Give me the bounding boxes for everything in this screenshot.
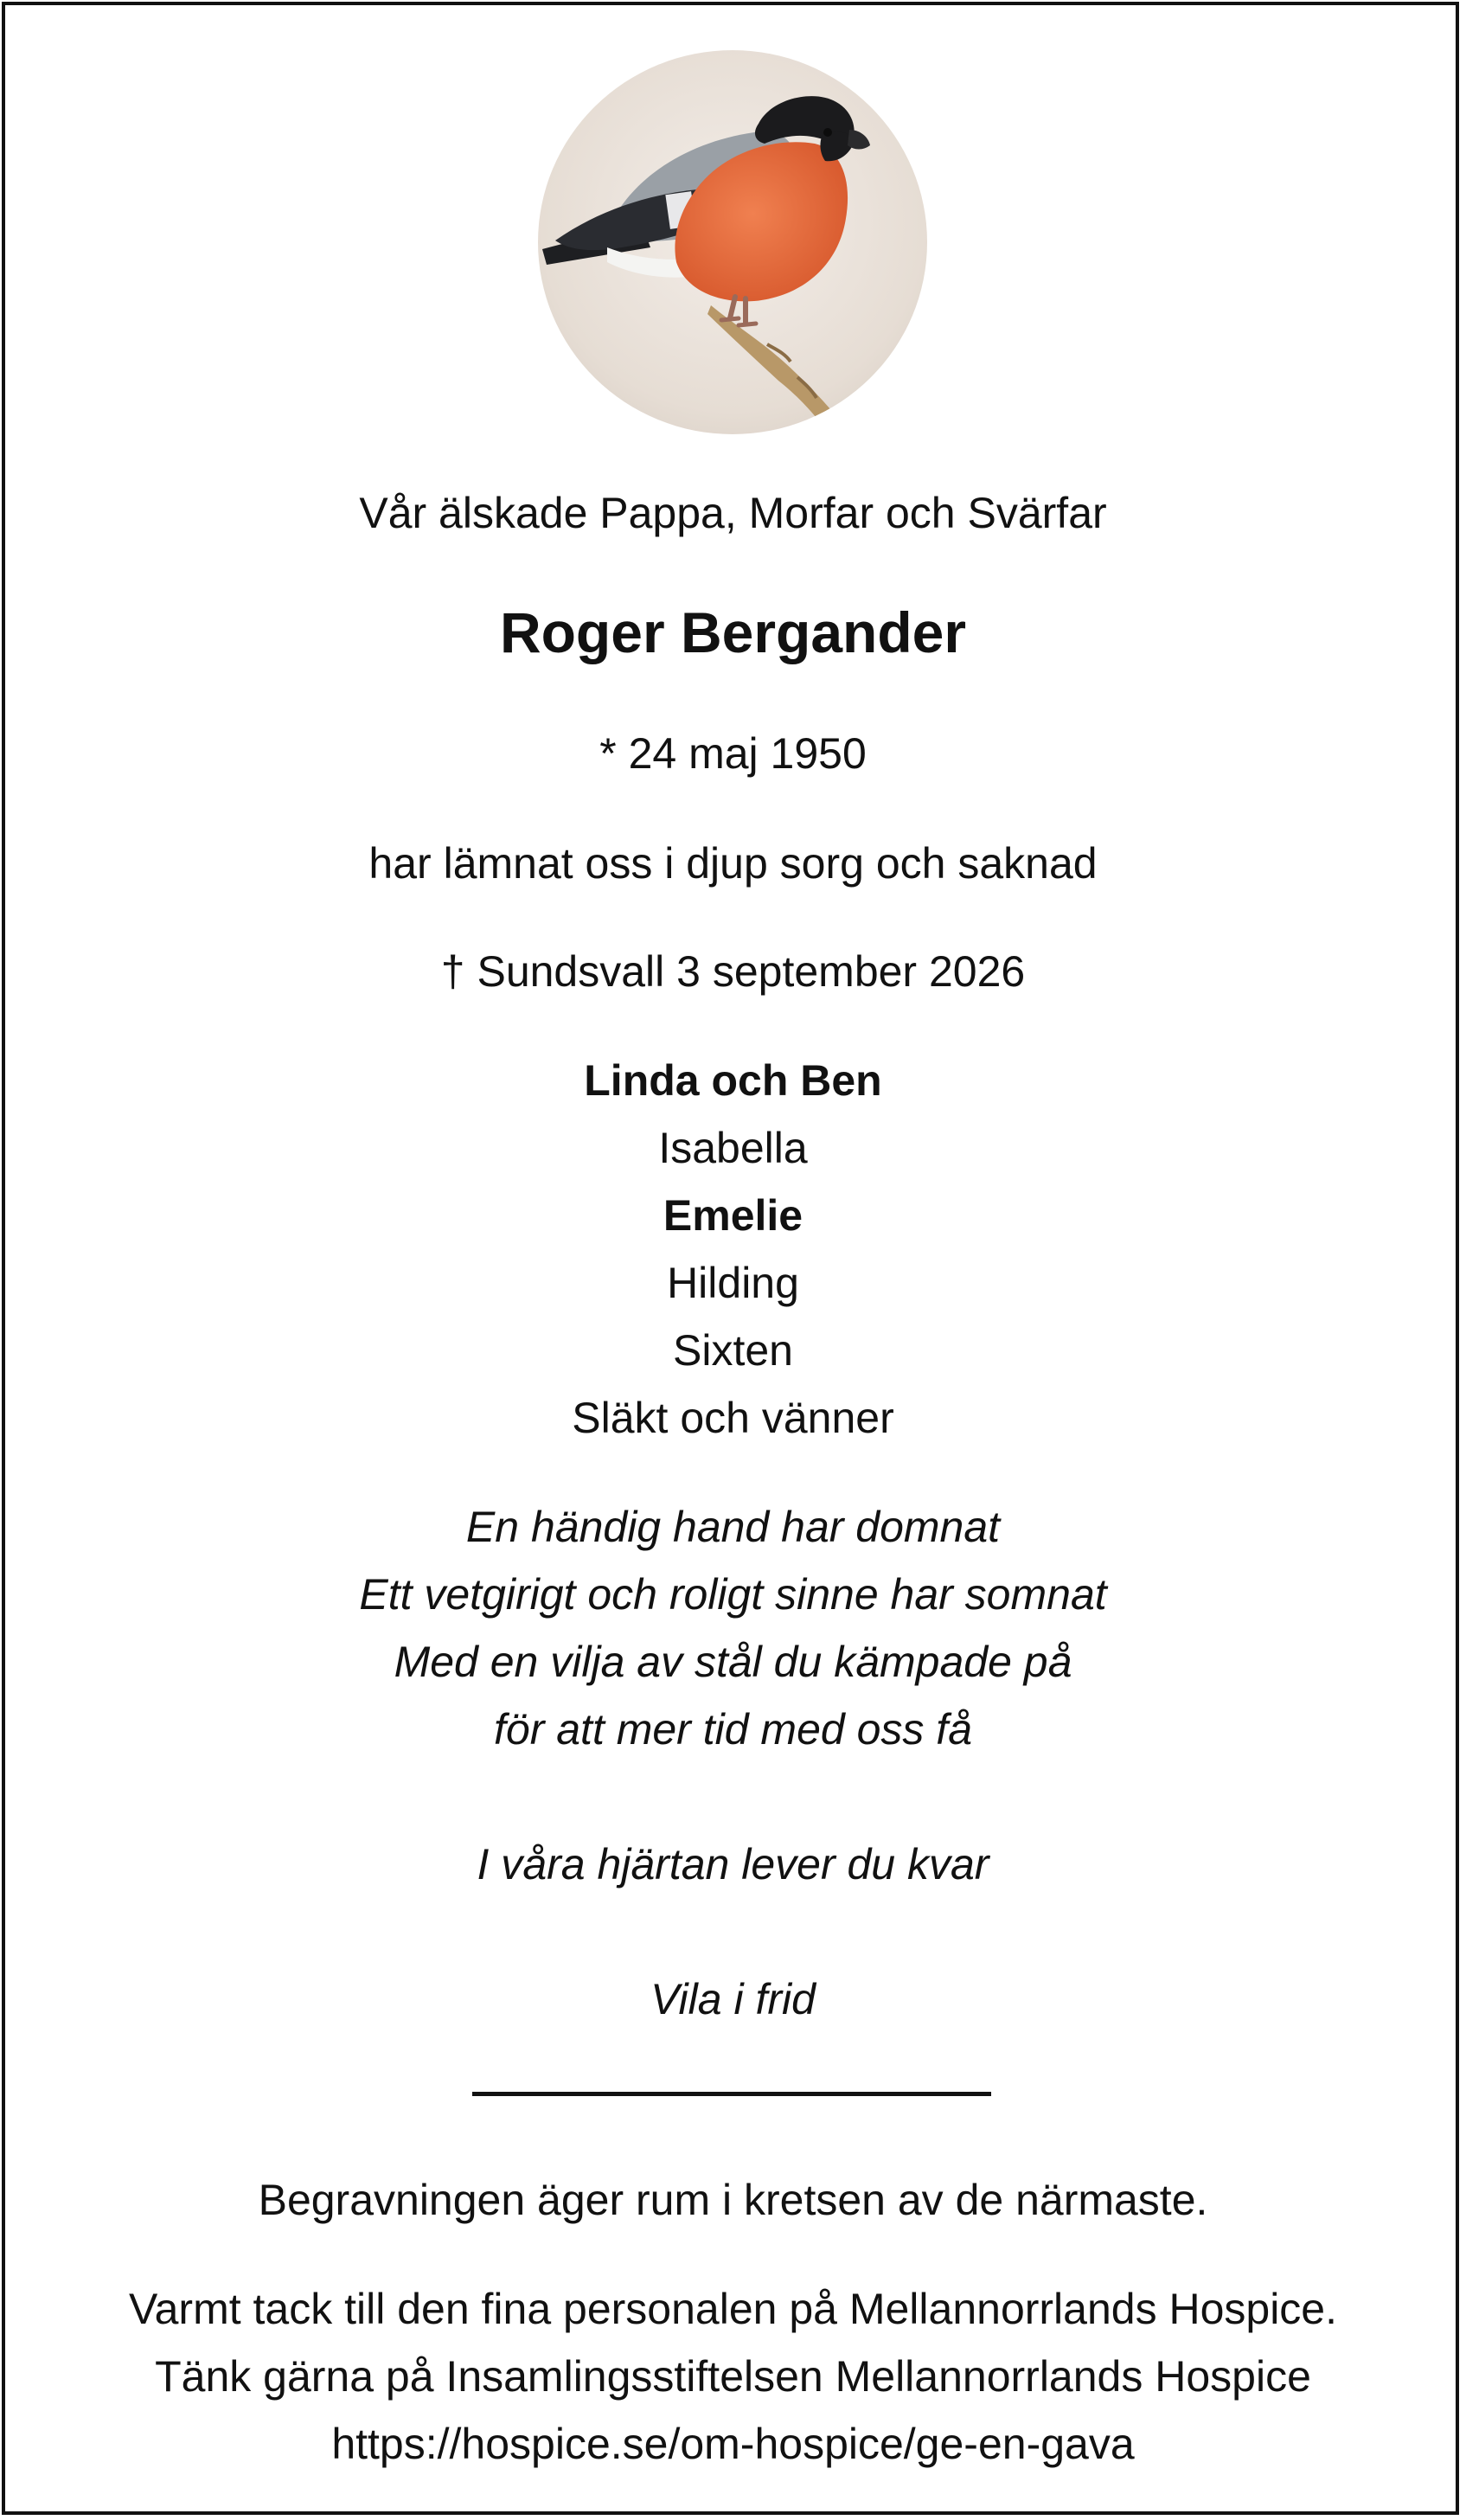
poem-line: Ett vetgirigt och roligt sinne har somnat — [359, 1570, 1107, 1619]
death-date-place: † Sundsvall 3 september 2026 — [440, 947, 1026, 996]
mourning-text: har lämnat oss i djup sorg och saknad — [368, 839, 1098, 888]
funeral-info: Begravningen äger rum i kretsen av de närmaste. — [258, 2176, 1208, 2224]
donation-line: Tänk gärna på Insamlingsstiftelsen Mellannorrlands Hospice — [155, 2352, 1311, 2401]
donation-link[interactable]: https://hospice.se/om-hospice/ge-en-gava — [331, 2420, 1135, 2468]
mourner-name: Sixten — [673, 1326, 793, 1375]
poem-gap — [0, 1910, 1466, 1978]
poem-line: Med en vilja av stål du kämpade på — [394, 1638, 1072, 1686]
memorial-poem — [0, 1505, 1466, 2045]
mourner-name: Emelie — [663, 1191, 803, 1240]
mourners-list — [0, 1056, 1466, 1464]
poem-line: för att mer tid med oss få — [494, 1705, 972, 1754]
poem-closing: Vila i frid — [650, 1975, 816, 2023]
divider-rule — [472, 2092, 991, 2096]
mourner-name: Linda och Ben — [584, 1056, 882, 1105]
intro-text: Vår älskade Pappa, Morfar och Svärfar — [359, 489, 1107, 537]
thanks-block — [0, 2287, 1466, 2490]
deceased-name: Roger Bergander — [499, 600, 967, 664]
bullfinch-bird-icon — [538, 50, 927, 434]
poem-gap — [0, 1775, 1466, 1843]
mourner-name: Hilding — [667, 1259, 799, 1307]
mourner-name: Släkt och vänner — [572, 1394, 894, 1442]
thanks-line: Varmt tack till den fina personalen på Mellannorrlands Hospice. — [128, 2285, 1338, 2333]
birth-date: * 24 maj 1950 — [599, 729, 867, 778]
mourner-name: Isabella — [658, 1124, 808, 1172]
poem-line: En händig hand har domnat — [465, 1503, 1001, 1551]
poem-line: I våra hjärtan lever du kvar — [477, 1840, 989, 1888]
